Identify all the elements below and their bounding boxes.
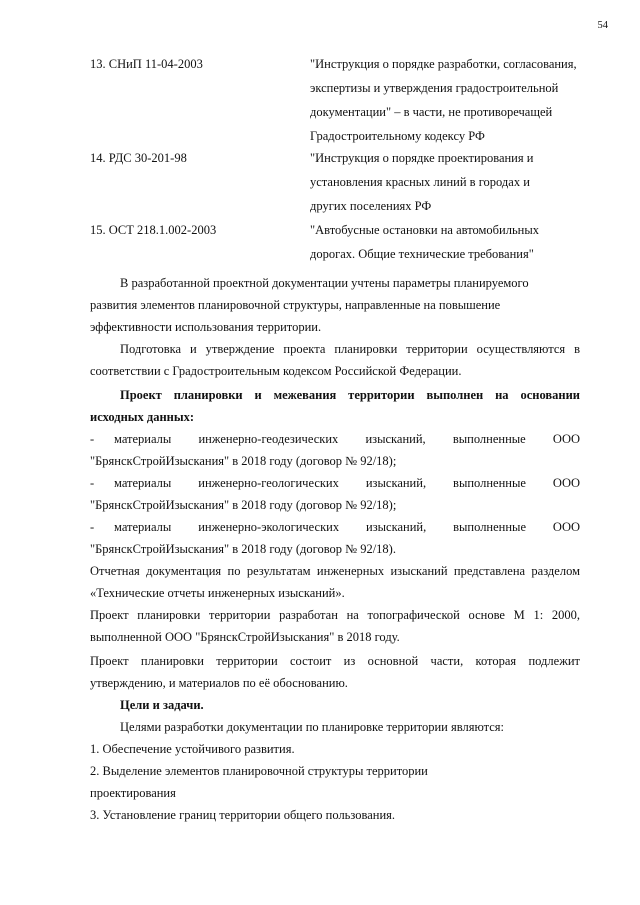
paragraph-line: Проект планировки территории разработан на топографической основе М 1: 2000,	[90, 608, 580, 622]
goal-item: 2. Выделение элементов планировочной структуры территории	[90, 764, 428, 778]
reference-description	[310, 146, 595, 218]
paragraph-line: «Технические отчеты инженерных изысканий».	[90, 586, 345, 600]
list-item-text: материалы инженерно-геодезических изысканий, выполненные ООО	[114, 432, 580, 446]
section-heading: Цели и задачи.	[120, 698, 204, 712]
reference-desc-line: дорогах. Общие технические требования"	[310, 247, 534, 261]
paragraph-line: утверждению, и материалов по её обоснованию.	[90, 676, 348, 690]
list-item-text: "БрянскСтройИзыскания" в 2018 году (договор № 92/18);	[90, 498, 397, 512]
list-dash: -	[90, 520, 95, 534]
paragraph-line: соответствии с Градостроительным кодексом Российской Федерации.	[90, 364, 462, 378]
reference-desc-line: "Автобусные остановки на автомобильных	[310, 223, 540, 237]
list-item-text: материалы инженерно-геологических изысканий, выполненные ООО	[114, 476, 580, 490]
list-item-text: материалы инженерно-экологических изысканий, выполненные ООО	[114, 520, 580, 534]
reference-code: 15. ОСТ 218.1.002-2003	[90, 223, 217, 237]
reference-code: 13. СНиП 11-04-2003	[90, 57, 203, 71]
paragraph-line: выполненной ООО "БрянскСтройИзыскания" в 2018 году.	[90, 630, 400, 644]
list-item-text: "БрянскСтройИзыскания" в 2018 году (договор № 92/18).	[90, 542, 396, 556]
reference-code: 14. РДС 30-201-98	[90, 151, 187, 165]
page-number: 54	[597, 20, 608, 31]
goal-item: проектирования	[90, 786, 176, 800]
paragraph-line: эффективности использования территории.	[90, 320, 322, 334]
reference-desc-line: документации" – в части, не противоречащей	[310, 105, 553, 119]
list-dash: -	[90, 476, 95, 490]
paragraph-line: развития элементов планировочной структуры, направленные на повышение	[90, 298, 501, 312]
section-heading: Проект планировки и межевания территории выполнен на основании	[120, 388, 580, 402]
list-item	[90, 432, 580, 452]
reference-description	[310, 52, 595, 148]
paragraph-line: Отчетная документация по результатам инженерных изысканий представлена разделом	[90, 564, 580, 578]
reference-desc-line: "Инструкция о порядке проектирования и	[310, 151, 534, 165]
reference-desc-line: Градостроительному кодексу РФ	[310, 129, 485, 143]
list-dash: -	[90, 432, 95, 446]
reference-desc-line: экспертизы и утверждения градостроительной	[310, 81, 559, 95]
reference-desc-line: установления красных линий в городах и	[310, 175, 530, 189]
section-heading: исходных данных:	[90, 410, 195, 424]
paragraph-line: Подготовка и утверждение проекта планировки территории осуществляются в	[120, 342, 580, 356]
list-item-text: "БрянскСтройИзыскания" в 2018 году (договор № 92/18);	[90, 454, 397, 468]
goal-item: 3. Установление границ территории общего пользования.	[90, 808, 396, 822]
list-item	[90, 476, 580, 496]
goal-item: 1. Обеспечение устойчивого развития.	[90, 742, 295, 756]
list-item	[90, 520, 580, 540]
paragraph-line: Целями разработки документации по планировке территории являются:	[120, 720, 505, 734]
paragraph-line: В разработанной проектной документации учтены параметры планируемого	[120, 276, 529, 290]
reference-description	[310, 218, 595, 266]
reference-desc-line: других поселениях РФ	[310, 199, 432, 213]
reference-desc-line: "Инструкция о порядке разработки, согласования,	[310, 57, 577, 71]
paragraph-line: Проект планировки территории состоит из основной части, которая подлежит	[90, 654, 580, 668]
